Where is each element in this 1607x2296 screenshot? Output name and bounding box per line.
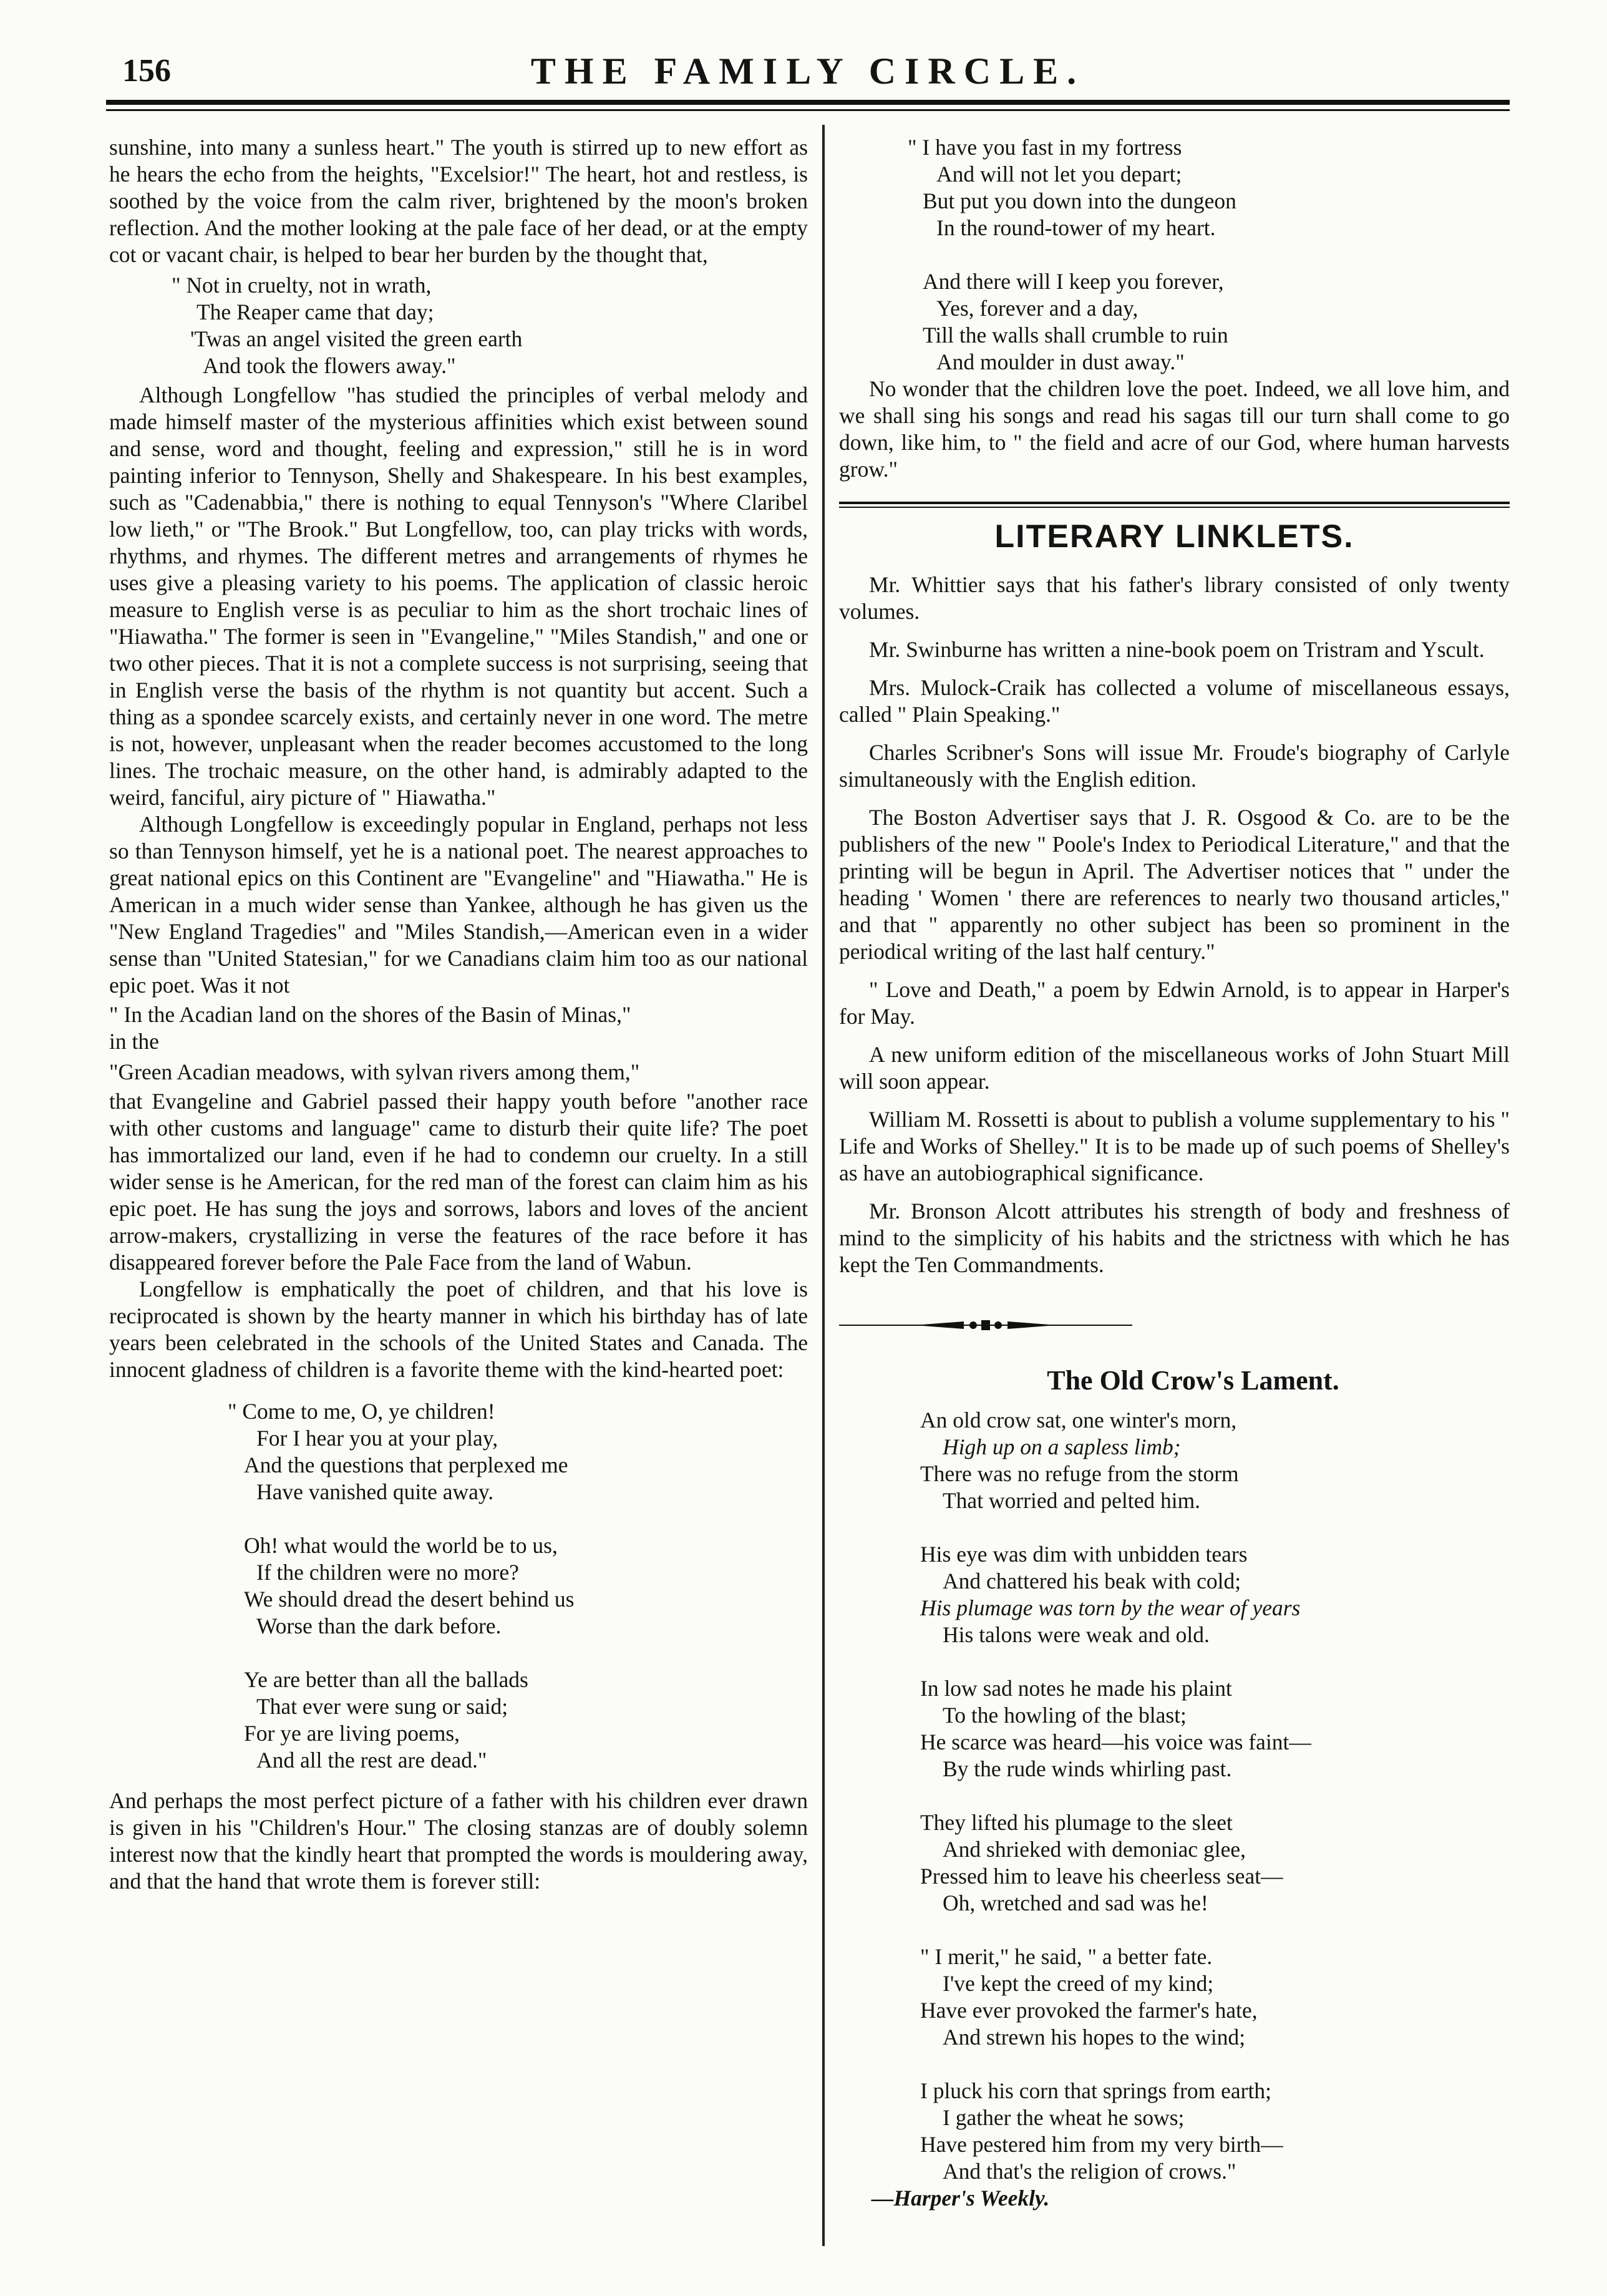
linklet-item: Charles Scribner's Sons will issue Mr. Froude's biography of Carlyle simultaneously with the English edition. <box>839 740 1510 792</box>
poem-line: In the round-tower of my heart. <box>936 215 1216 240</box>
linklet-item: Mrs. Mulock-Craik has collected a volume of miscellaneous essays, called " Plain Speaking." <box>839 675 1510 727</box>
poem-line: Worse than the dark before. <box>256 1613 502 1638</box>
poem-line: There was no refuge from the storm <box>920 1461 1239 1486</box>
section-rule-thin <box>839 507 1510 508</box>
poem-line: But put you down into the dungeon <box>923 188 1236 213</box>
poem-line: And will not let you depart; <box>936 162 1182 187</box>
poem-fortress <box>908 134 1510 376</box>
left-column <box>109 134 808 1895</box>
poem-old-crow <box>920 1407 1510 2185</box>
poem-line: " Not in cruelty, not in wrath, <box>172 273 432 298</box>
poem-line: And moulder in dust away." <box>936 349 1185 374</box>
linklet-item: A new uniform edition of the miscellaneous works of John Stuart Mill will soon appear. <box>839 1042 1510 1094</box>
poem-line: 'Twas an angel visited the green earth <box>190 326 523 351</box>
poem-line: In low sad notes he made his plaint <box>920 1676 1232 1701</box>
poem-credit: —Harper's Weekly. <box>871 2186 1050 2211</box>
paragraph: sunshine, into many a sunless heart." The youth is stirred up to new effort as he hears the echo from the heights, "Excelsior!" The heart, hot and restless, is soothed by the voice from the calm river, brightened by the moon's broken reflection. And the mother looking at the pale face of her dead, or at the empty cot or vacant chair, is helped to bear her burden by the thought that, <box>109 135 808 267</box>
header-rule-thick <box>106 100 1510 105</box>
poem-line: I've kept the creed of my kind; <box>943 1971 1214 1996</box>
poem-line: Have pestered him from my very birth— <box>920 2132 1283 2157</box>
poem-line: He scarce was heard—his voice was faint— <box>920 1729 1311 1754</box>
poem-line: Yes, forever and a day, <box>936 296 1138 321</box>
linklet-item: Mr. Bronson Alcott attributes his strength of body and freshness of mind to the simplicity of his habits and the strictness with which he has kept the Ten Commandments. <box>839 1199 1510 1277</box>
linklet-item: Mr. Whittier says that his father's library consisted of only twenty volumes. <box>839 572 1510 624</box>
poem-line: To the howling of the blast; <box>943 1703 1187 1728</box>
poem-line: " I have you fast in my fortress <box>908 135 1182 160</box>
poem-line: Ye are better than all the ballads <box>244 1667 528 1692</box>
linklet-item: " Love and Death," a poem by Edwin Arnold, is to appear in Harper's for May. <box>839 977 1510 1029</box>
header-rule-thin <box>106 109 1510 111</box>
poem-line: That worried and pelted him. <box>943 1488 1201 1513</box>
stanza <box>920 1809 1510 1917</box>
poem-line: And the questions that perplexed me <box>244 1452 568 1477</box>
stanza <box>228 1398 808 1506</box>
column-divider <box>822 125 825 2246</box>
quote-line: in the <box>109 1029 159 1054</box>
poem-line: His plumage was torn by the wear of years <box>920 1595 1301 1620</box>
poem-line: Oh, wretched and sad was he! <box>943 1890 1208 1915</box>
poem-line: The Reaper came that day; <box>197 299 434 324</box>
linklet-item: William M. Rossetti is about to publish a volume supplementary to his " Life and Works of Shelley." It is to be made up of such poems of Shelley's as have an autobiographical significance. <box>839 1107 1510 1185</box>
linklet-item: The Boston Advertiser says that J. R. Osgood & Co. are to be the publishers of the new " Poole's Index to Periodical Literature," and that the printing will be begun in April. The Advertiser notices that " under the heading ' Women ' there are references to nearly two thousand articles," and that " apparently no other subject has been so prominent in the periodical writing of the last half century." <box>839 805 1510 964</box>
poem-line: High up on a sapless limb; <box>943 1434 1181 1459</box>
poem-children <box>228 1398 808 1774</box>
quote-line: "Green Acadian meadows, with sylvan rivers among them," <box>109 1059 640 1084</box>
paragraph: Although Longfellow is exceedingly popular in England, perhaps not less so than Tennyson himself, yet he is a national poet. The nearest approaches to great national epics on this Continent are "Evangeline" and "Hiawatha." He is American in a much wider sense than Yankee, although he has given us the "New England Tragedies" and "Miles Standish,—American even in a wider sense than "United Statesian," for we Canadians claim him too as our national epic poet. Was it not <box>109 812 808 998</box>
poem-line: I gather the wheat he sows; <box>943 2105 1185 2130</box>
poem-line: And that's the religion of crows." <box>943 2159 1236 2184</box>
stanza <box>908 268 1510 376</box>
poem-line: And shrieked with demoniac glee, <box>943 1837 1246 1862</box>
poem-line: For I hear you at your play, <box>256 1426 498 1451</box>
poem-line: And all the rest are dead." <box>256 1748 487 1773</box>
poem-line: By the rude winds whirling past. <box>943 1756 1232 1781</box>
poem-line: Till the walls shall crumble to ruin <box>923 323 1228 348</box>
quote-line: " In the Acadian land on the shores of the Basin of Minas," <box>109 1002 631 1027</box>
linklet-item: Mr. Swinburne has written a nine-book poem on Tristram and Yscult. <box>869 637 1485 662</box>
poem-line: An old crow sat, one winter's morn, <box>920 1408 1237 1433</box>
stanza <box>920 1407 1510 1514</box>
poem-line: " I merit," he said, " a better fate. <box>920 1944 1213 1969</box>
running-title: THE FAMILY CIRCLE. <box>530 51 1085 92</box>
section-rule <box>839 502 1510 504</box>
stanza <box>920 1943 1510 2051</box>
right-column <box>839 134 1510 2212</box>
poem-line: Oh! what would the world be to us, <box>244 1533 558 1558</box>
poem-line: Have ever provoked the farmer's hate, <box>920 1998 1258 2023</box>
paragraph: And perhaps the most perfect picture of a father with his children ever drawn is given in his "Children's Hour." The closing stanzas are of doubly solemn interest now that the kindly heart that prompted the words is mouldering away, and that the hand that wrote them is forever still: <box>109 1788 808 1894</box>
poem-line: They lifted his plumage to the sleet <box>920 1810 1233 1835</box>
poem-line: We should dread the desert behind us <box>244 1587 575 1612</box>
paragraph: Although Longfellow "has studied the principles of verbal melody and made himself master of the mysterious affinities which exist between sound and sense, word and thought, feeling and expression," still he is in word painting inferior to Tennyson, Shelly and Shakespeare. In his best examples, such as "Cadenabbia," there is nothing to equal Tennyson's "Where Claribel low lieth," or "The Brook." But Longfellow, too, can play tricks with words, rhythms, and rhymes. The different metres and arrangements of rhymes he uses give a pleasing variety to his poems. The application of classic heroic measure to English verse is as peculiar to him as the short trochaic lines of "Hiawatha." The former is seen in "Evangeline," "Miles Standish," and one or two other pieces. That it is not a complete success is not surprising, seeing that in English verse the basis of the rhythm is not quantity but accent. Such a thing as a spondee scarcely exists, and certainly never in one word. The metre is not, however, unpleasant when the reader becomes accustomed to the long lines. The trochaic measure, on the other hand, is admirably adapted to the weird, fanciful, airy picture of " Hiawatha." <box>109 382 808 810</box>
section-heading: LITERARY LINKLETS. <box>994 518 1354 555</box>
poem-line: Pressed him to leave his cheerless seat— <box>920 1864 1283 1889</box>
stanza <box>228 1532 808 1640</box>
poem-title: The Old Crow's Lament. <box>1047 1365 1339 1396</box>
page-number: 156 <box>122 53 171 89</box>
poem-line: I pluck his corn that springs from earth; <box>920 2078 1271 2103</box>
stanza <box>228 1666 808 1774</box>
poem-line: His talons were weak and old. <box>943 1622 1210 1647</box>
poem-line: " Come to me, O, ye children! <box>228 1399 495 1424</box>
stanza <box>920 1541 1510 1648</box>
paragraph: that Evangeline and Gabriel passed their happy youth before "another race with other customs and language" came to disturb their quite life? The poet has immortalized our land, even if he had to condemn our cruelty. In a still wider sense is he American, for the red man of the forest can claim him as his epic poet. He has sung the joys and sorrows, labors and loves of the ancient arrow-makers, crystallizing in verse the features of the race before it has disappeared forever before the Pale Face from the land of Wabun. <box>109 1089 808 1275</box>
poem-line: And strewn his hopes to the wind; <box>943 2025 1246 2050</box>
stanza <box>920 1675 1510 1783</box>
poem-line: For ye are living poems, <box>244 1721 460 1746</box>
poem-reaper <box>172 272 808 379</box>
stanza <box>908 134 1510 241</box>
poem-line: If the children were no more? <box>256 1560 519 1585</box>
poem-line: Have vanished quite away. <box>256 1479 494 1504</box>
poem-line: And took the flowers away." <box>203 353 456 378</box>
poem-line: That ever were sung or said; <box>256 1694 508 1719</box>
page-header <box>106 44 1510 100</box>
poem-line: And there will I keep you forever, <box>923 269 1224 294</box>
poem-line: His eye was dim with unbidden tears <box>920 1542 1248 1567</box>
stanza <box>920 2078 1510 2185</box>
poem-line: And chattered his beak with cold; <box>943 1569 1241 1593</box>
paragraph: No wonder that the children love the poet. Indeed, we all love him, and we shall sing his songs and read his sagas till our turn shall come to go down, like him, to " the field and acre of our God, where human harvests grow." <box>839 376 1510 482</box>
ornament-divider-icon <box>839 1317 1132 1333</box>
paragraph: Longfellow is emphatically the poet of children, and that his love is reciprocated is shown by the hearty manner in which his birthday has of late years been celebrated in the schools of the United States and Canada. The innocent gladness of children is a favorite theme with the kind-hearted poet: <box>109 1277 808 1382</box>
